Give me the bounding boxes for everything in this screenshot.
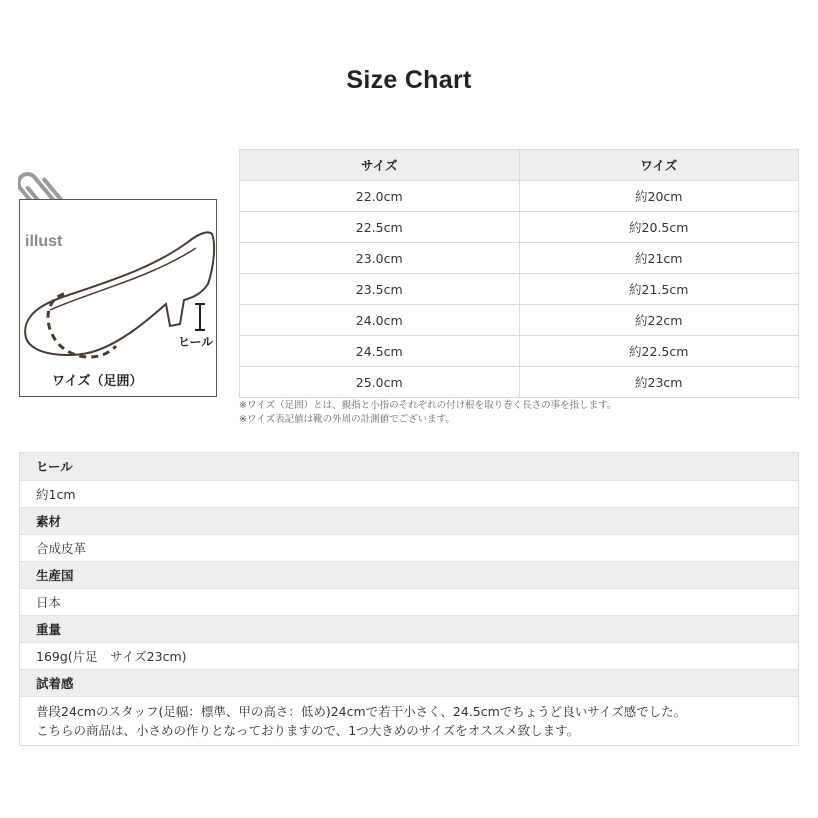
- width-cell: 約22.5cm: [519, 336, 799, 367]
- spec-value-fit: [20, 696, 798, 745]
- size-table-header-row: [240, 150, 799, 181]
- size-cell: 25.0cm: [240, 367, 520, 398]
- column-header-width: ワイズ: [519, 150, 799, 181]
- table-row: [240, 243, 799, 274]
- note-width-definition: ※ワイズ（足囲）とは、親指と小指のそれぞれの付け根を取り巻く長さの事を指します。: [239, 400, 617, 411]
- table-row: [240, 367, 799, 398]
- width-cell: 約23cm: [519, 367, 799, 398]
- fit-comment-line: こちらの商品は、小さめの作りとなっておりますので、1つ大きめのサイズをオススメ致します。: [36, 723, 580, 738]
- size-cell: 23.5cm: [240, 274, 520, 305]
- page-title: Size Chart: [346, 66, 472, 94]
- column-header-size: サイズ: [240, 150, 520, 181]
- shoe-illustration: [19, 199, 217, 397]
- spec-label-origin: 生産国: [20, 561, 798, 588]
- table-row: [240, 305, 799, 336]
- size-cell: 24.5cm: [240, 336, 520, 367]
- spec-label-fit: 試着感: [20, 669, 798, 696]
- width-cell: 約21.5cm: [519, 274, 799, 305]
- pump-shoe-icon: [20, 200, 218, 398]
- width-label: ワイズ（足囲）: [52, 374, 143, 389]
- table-row: [240, 181, 799, 212]
- spec-value-material: 合成皮革: [20, 534, 798, 561]
- spec-label-weight: 重量: [20, 615, 798, 642]
- size-cell: 22.0cm: [240, 181, 520, 212]
- size-cell: 22.5cm: [240, 212, 520, 243]
- spec-value-weight: 169g(片足 サイズ23cm): [20, 642, 798, 669]
- table-row: [240, 274, 799, 305]
- spec-label-heel: ヒール: [20, 453, 798, 480]
- width-cell: 約21cm: [519, 243, 799, 274]
- heel-label: ヒール: [178, 335, 214, 349]
- illust-label: illust: [25, 233, 63, 250]
- size-cell: 23.0cm: [240, 243, 520, 274]
- fit-comment-line: 普段24cmのスタッフ(足幅：標準、甲の高さ：低め)24cmで若干小さく、24.5cmでちょうど良いサイズ感でした。: [36, 704, 687, 719]
- table-row: [240, 336, 799, 367]
- width-cell: 約20cm: [519, 181, 799, 212]
- size-cell: 24.0cm: [240, 305, 520, 336]
- spec-value-heel: 約1cm: [20, 480, 798, 507]
- spec-table: [19, 452, 799, 746]
- note-measurement: ※ワイズ表記値は靴の外周の計測値でございます。: [239, 414, 455, 425]
- size-notes: [239, 399, 616, 427]
- spec-label-material: 素材: [20, 507, 798, 534]
- width-cell: 約22cm: [519, 305, 799, 336]
- table-row: [240, 212, 799, 243]
- width-cell: 約20.5cm: [519, 212, 799, 243]
- size-table: [239, 149, 799, 398]
- spec-value-origin: 日本: [20, 588, 798, 615]
